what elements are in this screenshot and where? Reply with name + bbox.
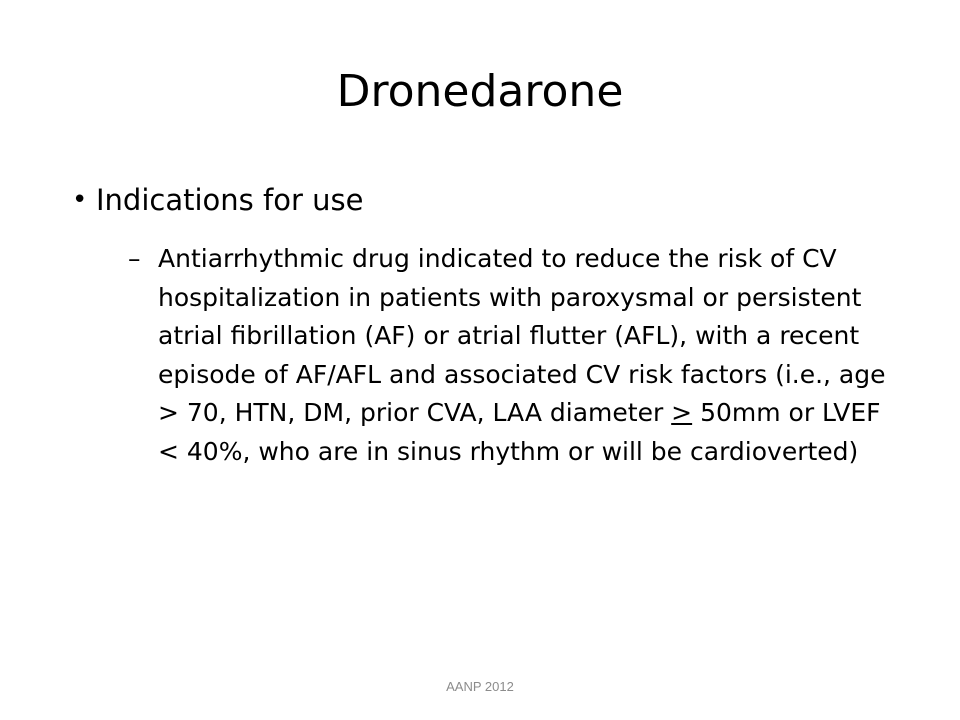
sub-bullet-text-after: 50mm or LVEF < 40%, who are in sinus rhythm or will be cardioverted) [158, 398, 881, 466]
bullet-indications-text: Indications for use [96, 183, 364, 217]
slide-title: Dronedarone [336, 66, 624, 117]
greater-or-equal-symbol: > [671, 398, 693, 427]
sub-bullet-text [158, 240, 908, 471]
dash-icon: – [128, 244, 141, 273]
sub-bullet-text-before: Antiarrhythmic drug indicated to reduce the risk of CV hospitalization in patients with paroxysmal or persistent atrial fibrillation (AF) or atrial flutter (AFL), with a recent episode of AF/AFL and associated CV risk factors (i.e., age > 70, HTN, DM, prior CVA, LAA diameter [158, 244, 886, 427]
slide-footer: AANP 2012 [446, 679, 514, 694]
sub-bullet-description [128, 240, 908, 471]
bullet-dot-icon: • [72, 185, 88, 215]
bullet-indications [72, 176, 892, 224]
